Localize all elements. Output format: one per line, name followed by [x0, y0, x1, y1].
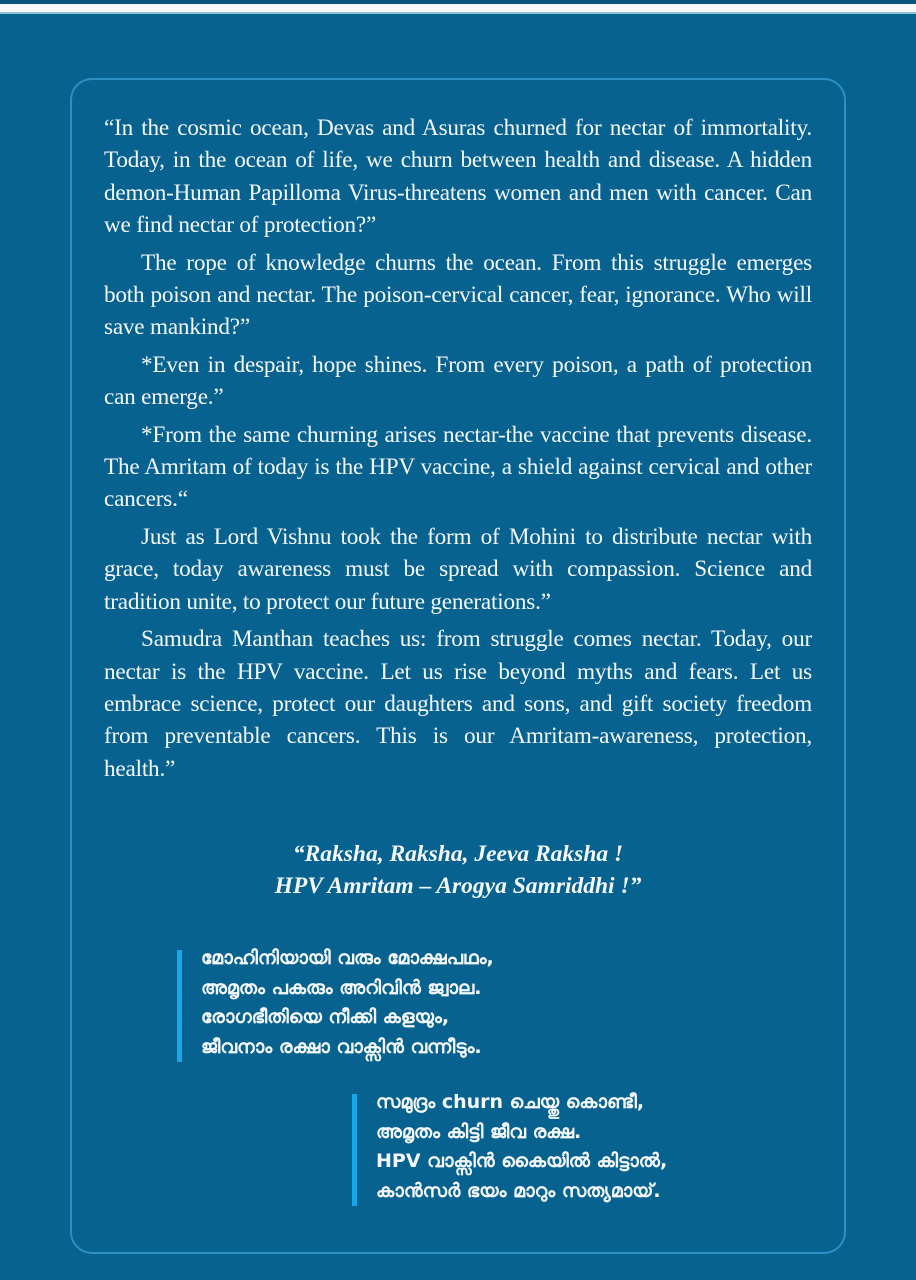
- verse-line: അമൃതം പകരും അറിവിൻ ജ്വാല.: [201, 976, 482, 999]
- paragraph-vaccine-nectar: *From the same churning arises nectar-the vaccine that prevents disease. The Amritam of today is the HPV vaccine, a shield against cervical and other cancers.“: [104, 421, 812, 513]
- verse-line: മോഹിനിയായി വരും മോക്ഷപഥം,: [201, 947, 494, 969]
- verse-line: HPV വാക്സിൻ കൈയിൽ കിട്ടാൽ,: [376, 1150, 668, 1172]
- malayalam-verse-2: [352, 1088, 667, 1208]
- slogan-line-1: “Raksha, Raksha, Jeeva Raksha !: [292, 841, 624, 867]
- slogan-line-2: HPV Amritam – Arogya Samriddhi !”: [274, 873, 642, 899]
- verse-accent-bar: [352, 1094, 357, 1206]
- paragraph-hope: *Even in despair, hope shines. From every poison, a path of protection can emerge.”: [104, 351, 812, 411]
- top-stripe: [0, 4, 916, 14]
- body-text: [104, 112, 812, 790]
- paragraph-mohini: Just as Lord Vishnu took the form of Mohini to distribute nectar with grace, today awareness must be spread with compassion. Science and tradition unite, to protect our future generations.”: [104, 523, 812, 615]
- paragraph-rope-of-knowledge: The rope of knowledge churns the ocean. From this struggle emerges both poison and nectar. The poison-cervical cancer, fear, ignorance. Who will save mankind?”: [104, 249, 812, 341]
- verse-line: അമൃതം കിട്ടി ജീവ രക്ഷ.: [376, 1120, 582, 1143]
- verse-line: സമുദ്രം churn ചെയ്തു കൊണ്ടീ,: [376, 1091, 645, 1113]
- verse-line: ജീവനാം രക്ഷാ വാക്സിൻ വന്നീടും.: [201, 1035, 482, 1058]
- slogan: [104, 838, 812, 902]
- verse-accent-bar: [177, 950, 182, 1062]
- malayalam-verse-1: [177, 944, 494, 1064]
- verse-line: രോഗഭീതിയെ നീക്കി കളയും,: [201, 1006, 450, 1028]
- paragraph-intro: “In the cosmic ocean, Devas and Asuras churned for nectar of immortality. Today, in the ocean of life, we churn between health and disease. A hidden demon-Human Papilloma Virus-threatens women and men with cancer. Can we find nectar of protection?”: [104, 115, 812, 239]
- paragraph-samudra-manthan: Samudra Manthan teaches us: from struggle comes nectar. Today, our nectar is the HPV vaccine. Let us rise beyond myths and fears. Let us embrace science, protect our daughters and sons, and gift society freedom from preventable cancers. This is our Amritam-awareness, protection, health.”: [104, 626, 812, 782]
- verse-line: കാൻസർ ഭയം മാറും സത്യമായ്.: [376, 1179, 661, 1202]
